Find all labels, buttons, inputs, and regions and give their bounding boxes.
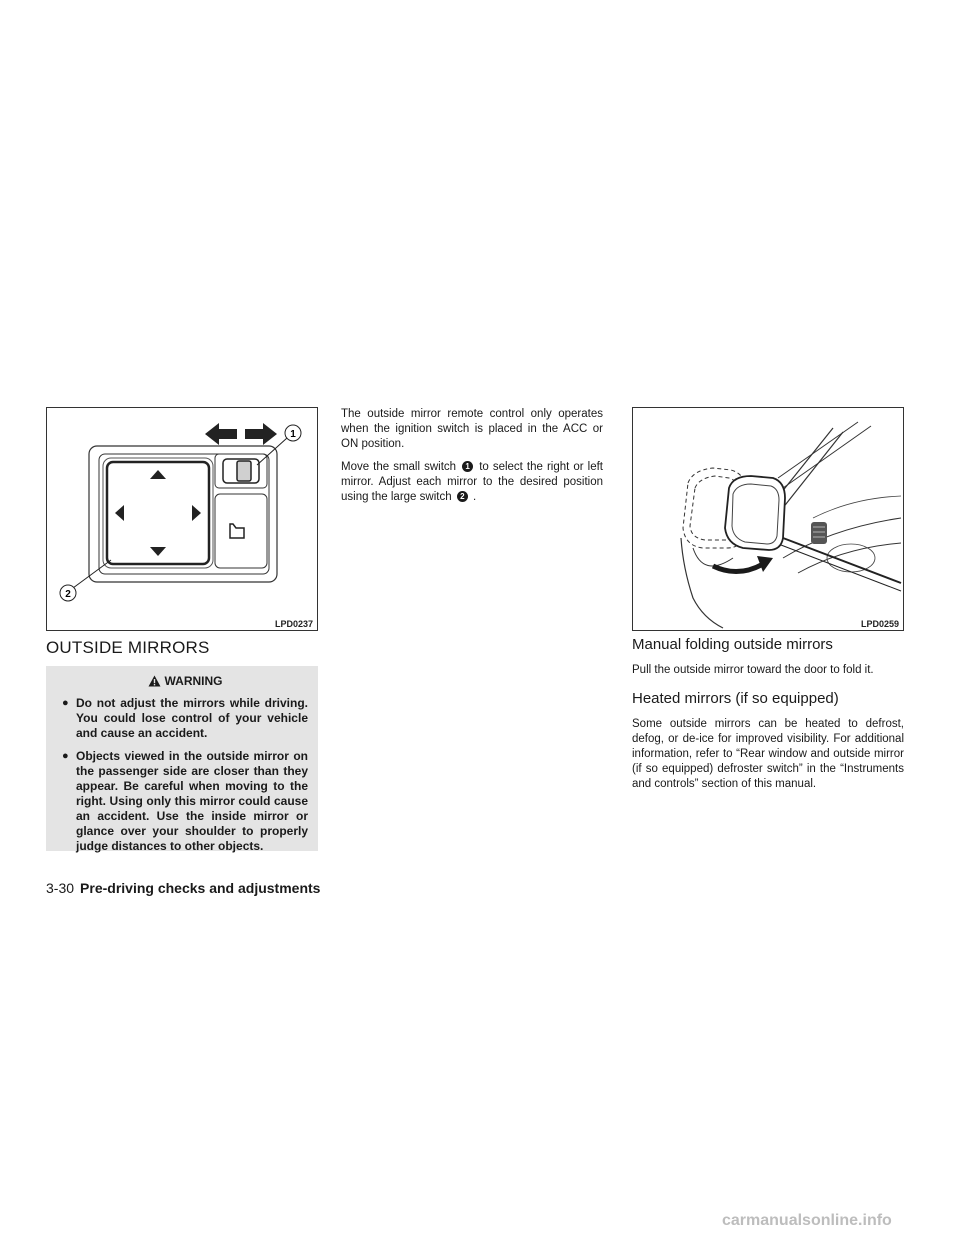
callout-2-label: 2	[65, 589, 71, 600]
folding-mirror-figure	[632, 407, 904, 631]
warning-header	[62, 674, 308, 688]
switch-1-number-icon: 1	[462, 461, 473, 472]
warning-triangle-icon	[148, 675, 161, 687]
page-footer	[46, 880, 320, 896]
switch-usage-paragraph	[341, 460, 603, 505]
page-number: 3-30	[46, 880, 75, 896]
heated-mirrors-heading: Heated mirrors (if so equipped)	[632, 690, 839, 707]
switch-usage-text-c: .	[473, 491, 477, 503]
folding-mirror-illustration	[633, 408, 903, 630]
warning-item-text: Do not adjust the mirrors while driving. You could lose control of your vehicle and cause an accident.	[76, 696, 308, 740]
figure-code-right: LPD0259	[860, 619, 899, 629]
right-column	[632, 636, 904, 800]
figure-code-left: LPD0237	[274, 619, 313, 629]
mirror-switch-figure	[46, 407, 318, 631]
warning-label: WARNING	[164, 674, 223, 688]
bullet-icon: ●	[62, 697, 69, 709]
mirror-switch-illustration	[47, 408, 317, 630]
manual-folding-paragraph: Pull the outside mirror toward the door to fold it.	[632, 664, 874, 676]
callout-1-label: 1	[290, 429, 296, 440]
section-title: OUTSIDE MIRRORS	[46, 638, 210, 657]
switch-usage-text-b: to select the right or left mirror. Adjust each mirror to the desired position using the large switch	[341, 461, 604, 503]
warning-item-text: Objects viewed in the outside mirror on the passenger side are closer than they appear. Be careful when moving to the right. Using only this mirror could cause an accident. Use the inside mirror or glance over your shoulder to properly judge distances to other objects.	[76, 749, 308, 853]
watermark: carmanualsonline.info	[722, 1212, 892, 1229]
warning-item	[62, 696, 308, 741]
switch-usage-text-a: Move the small switch	[341, 461, 457, 473]
bullet-icon: ●	[62, 750, 69, 762]
chapter-title: Pre-driving checks and adjustments	[80, 880, 321, 896]
manual-folding-heading: Manual folding outside mirrors	[632, 636, 833, 653]
heated-mirrors-paragraph: Some outside mirrors can be heated to defrost, defog, or de-ice for improved visibility. For additional information, refer to “Rear window and outside mirror (if so equipped) defroster switch” in the “Instruments and controls” section of this manual.	[632, 718, 904, 790]
remote-control-paragraph: The outside mirror remote control only operates when the ignition switch is placed in the ACC or ON position.	[341, 408, 603, 450]
warning-item	[62, 749, 308, 854]
switch-2-number-icon: 2	[457, 491, 468, 502]
middle-column	[341, 407, 603, 513]
warning-box	[46, 666, 318, 851]
